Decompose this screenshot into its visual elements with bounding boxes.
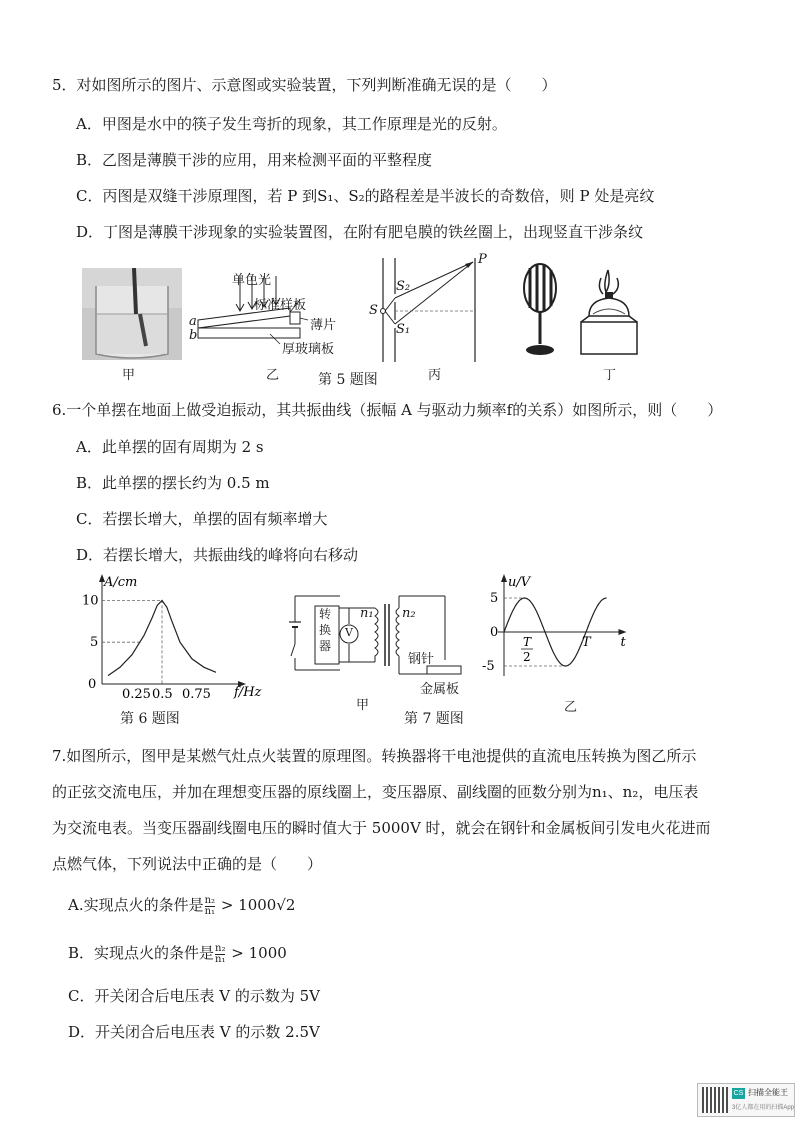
q7-figure-caption: 第 7 题图 — [404, 711, 464, 727]
q5-figure-caption: 第 5 题图 — [318, 372, 378, 388]
q5-label-ding: 丁 — [603, 368, 617, 383]
q7-metal-plate-label: 金属板 — [420, 682, 460, 697]
sine-x-axis-label: t — [620, 635, 626, 650]
q5-bing-s-label: S — [369, 303, 378, 318]
sine-y-axis-label: u/V — [508, 575, 531, 590]
scanner-logo: CS — [733, 1090, 744, 1097]
q7-option-a-ratio-den: n₁ — [204, 905, 216, 917]
resonance-y-tick-label: 10 — [82, 593, 99, 609]
q7-option-a-ratio-num: n₂ — [204, 894, 216, 906]
q7-option-b-ratio — [215, 944, 225, 965]
q7-stem-line-3: 为交流电表。当变压器副线圈电压的瞬时值大于 5000V 时，就会在钢针和金属板间引发电火花进而 — [52, 819, 711, 837]
sine-x-tick-half-num: T — [523, 635, 532, 649]
sine-voltage-chart — [480, 572, 640, 682]
q5-fig-ding-soap-film — [510, 258, 570, 358]
q7-option-b-prefix: B．实现点火的条件是 — [68, 944, 215, 962]
q6-option-d: D．若摆长增大，共振曲线的峰将向右移动 — [76, 546, 359, 564]
q7-stem-line-2: 的正弦交流电压，并加在理想变压器的原线圈上，变压器原、副线圈的匝数分别为n₁、n₂，电压表 — [52, 783, 699, 801]
sine-y-tick-neg5: -5 — [482, 659, 495, 674]
q7-label-jia: 甲 — [356, 698, 370, 713]
q7-option-a-prefix: A.实现点火的条件是 — [68, 896, 204, 914]
q5-fig-jia-photo — [82, 268, 182, 360]
q6-stem: 6.一个单摆在地面上做受迫振动，其共振曲线（振幅 A 与驱动力频率f的关系）如图所示，则（ ） — [52, 401, 723, 419]
q5-bing-s1-label: S₁ — [396, 322, 411, 337]
q7-option-d: D．开关闭合后电压表 V 的示数 2.5V — [68, 1023, 320, 1041]
q5-yi-a-label: a — [189, 314, 197, 329]
q7-option-b-suffix: > 1000 — [231, 944, 287, 962]
sine-x-tick-T: T — [582, 635, 591, 650]
sine-y-tick-5: 5 — [490, 591, 499, 606]
q5-label-jia: 甲 — [122, 368, 136, 383]
q5-fig-ding-lamp — [575, 264, 645, 358]
q7-stem-line-4: 点燃气体，下列说法中正确的是（ ） — [52, 855, 323, 873]
q5-label-yi: 乙 — [266, 368, 280, 383]
sine-x-tick-half-den: 2 — [523, 650, 531, 664]
q5-bing-p-label: P — [478, 252, 487, 267]
q7-option-b-ratio-num: n₂ — [215, 942, 226, 954]
q5-yi-standard-plate-label: 标准样板 — [254, 298, 307, 313]
scanner-name: 扫描全能王 — [748, 1088, 788, 1097]
q7-option-b — [68, 943, 287, 965]
q6-option-a: A．此单摆的固有周期为 2 s — [76, 438, 264, 456]
resonance-y-axis-label: A/cm — [104, 575, 138, 590]
q7-steel-needle-label: 钢针 — [408, 652, 435, 667]
resonance-x-tick-label: 0.5 — [152, 687, 173, 702]
q5-yi-thick-glass-label: 厚玻璃板 — [282, 342, 335, 357]
q7-option-a-suffix: > 1000√2 — [220, 896, 296, 914]
q5-stem: 5．对如图所示的图片、示意图或实验装置，下列判断准确无误的是（ ） — [52, 76, 557, 94]
q5-fig-bing-double-slit — [365, 256, 485, 364]
q7-stem-line-1: 7.如图所示，图甲是某燃气灶点火装置的原理图。转换器将干电池提供的直流电压转换为图乙所示 — [52, 747, 697, 765]
sine-y-arrow — [501, 574, 507, 582]
q5-yi-light-label: 单色光 — [232, 273, 272, 288]
q5-yi-thin-sheet-label: 薄片 — [310, 318, 337, 333]
q7-converter-label: 转换器 — [319, 607, 332, 653]
resonance-y-tick-label: 5 — [90, 635, 99, 651]
q6-option-c: C．若摆长增大，单摆的固有频率增大 — [76, 510, 328, 528]
resonance-x-tick-label: 0.25 — [122, 687, 151, 702]
q7-label-yi: 乙 — [564, 700, 578, 715]
sine-origin-label: 0 — [490, 625, 499, 640]
q5-label-bing: 丙 — [428, 368, 442, 383]
q7-n1-label: n₁ — [360, 606, 374, 621]
qr-code-icon — [702, 1087, 728, 1113]
resonance-x-axis-label: f/Hz — [234, 685, 262, 700]
q5-bing-s2-label: S₂ — [396, 279, 411, 294]
q7-option-a — [68, 895, 295, 917]
q7-n2-label: n₂ — [402, 606, 416, 621]
q7-option-a-ratio — [205, 896, 215, 917]
q6-figure-caption: 第 6 题图 — [120, 711, 180, 727]
q7-option-b-ratio-den: n₁ — [215, 953, 226, 965]
scanner-slogan: 3亿人都在用的扫描App — [732, 1105, 795, 1111]
q5-option-d: D．丁图是薄膜干涉现象的实验装置图，在附有肥皂膜的铁丝圈上，出现竖直干涉条纹 — [76, 223, 644, 241]
resonance-x-tick-label: 0.75 — [182, 687, 211, 702]
q7-option-c: C．开关闭合后电压表 V 的示数为 5V — [68, 987, 320, 1005]
resonance-curve-chart — [70, 572, 270, 702]
q5-option-a: A．甲图是水中的筷子发生弯折的现象，其工作原理是光的反射。 — [76, 115, 507, 133]
q6-option-b: B．此单摆的摆长约为 0.5 m — [76, 474, 270, 492]
q5-yi-b-label: b — [189, 328, 198, 343]
resonance-origin-label: 0 — [88, 677, 97, 692]
q7-voltmeter-label: V — [345, 626, 353, 639]
q5-option-c: C．丙图是双缝干涉原理图，若 P 到S₁、S₂的路程差是半波长的奇数倍，则 P 处是亮纹 — [76, 187, 655, 205]
scanner-watermark — [697, 1083, 795, 1117]
q5-option-b: B．乙图是薄膜干涉的应用，用来检测平面的平整程度 — [76, 151, 433, 169]
